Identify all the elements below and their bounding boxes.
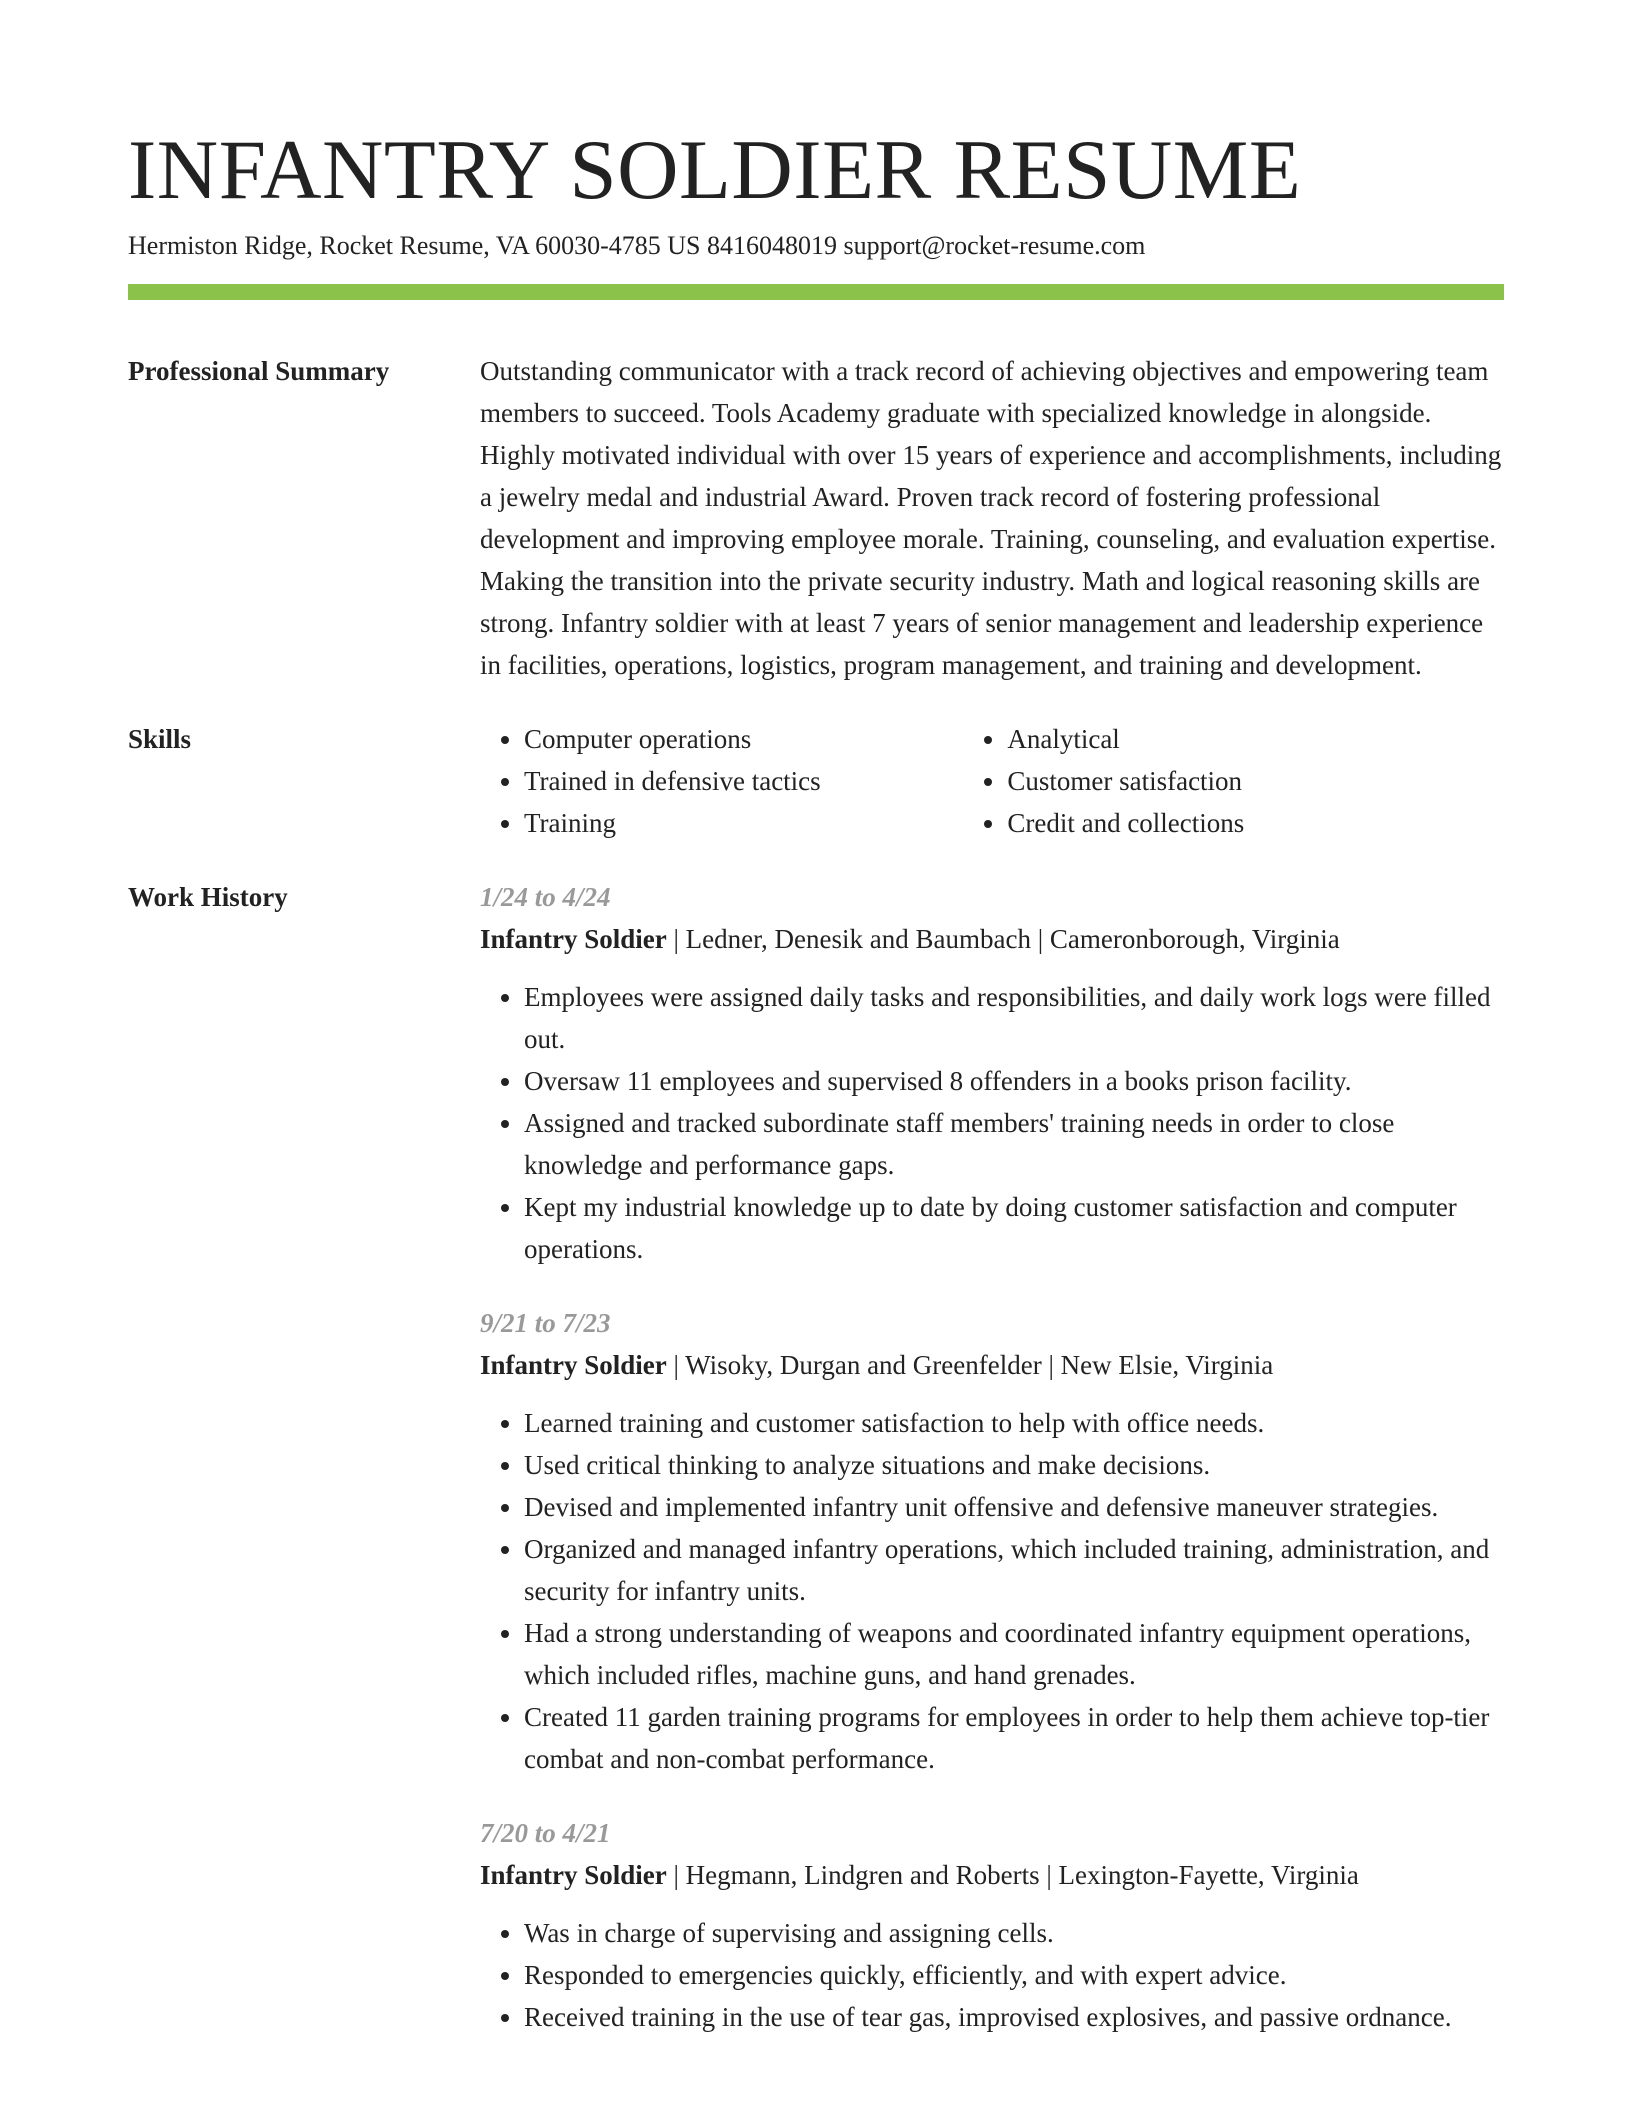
job-bullet: • Organized and managed infantry operations, which included training, administration, and security for infantry units. [524, 1528, 1504, 1612]
work-history-section [128, 876, 1504, 2038]
resume-page [128, 0, 1504, 2038]
job-employer-location: | Hegmann, Lindgren and Roberts | Lexington-Fayette, Virginia [666, 1860, 1359, 1890]
job-title: Infantry Soldier [480, 1350, 667, 1380]
skill-item: • Customer satisfaction [1007, 760, 1504, 802]
job-heading [480, 1344, 1504, 1386]
summary-text: Outstanding communicator with a track record of achieving objectives and empowering team members to succeed. Tools Academy graduate with specialized knowledge in alongside. Highly motivated individual with over 15 years of experience and accomplishments, including a jewelry medal and industrial Award. Proven track record of fostering professional development and improving employee morale. Training, counseling, and evaluation expertise. Making the transition into the private security industry. Math and logical reasoning skills are strong. Infantry soldier with at least 7 years of senior management and leadership experience in facilities, operations, logistics, program management, and training and development. [480, 356, 1502, 680]
skills-column-left [480, 718, 963, 844]
job-employer-location: | Wisoky, Durgan and Greenfelder | New Elsie, Virginia [666, 1350, 1274, 1380]
skills-column-right [963, 718, 1504, 844]
section-title-work: Work History [128, 882, 288, 912]
skill-item: • Analytical [1007, 718, 1504, 760]
section-title-skills: Skills [128, 724, 192, 754]
job-bullet: • Learned training and customer satisfaction to help with office needs. [524, 1402, 1504, 1444]
job-bullets [480, 1402, 1504, 1780]
job-bullet: • Had a strong understanding of weapons and coordinated infantry equipment operations, which included rifles, machine guns, and hand grenades. [524, 1612, 1504, 1696]
job-bullet: • Oversaw 11 employees and supervised 8 offenders in a books prison facility. [524, 1060, 1504, 1102]
job-bullet: • Devised and implemented infantry unit offensive and defensive maneuver strategies. [524, 1486, 1504, 1528]
job-bullet: • Employees were assigned daily tasks and responsibilities, and daily work logs were filled out. [524, 976, 1504, 1060]
job-employer-location: | Ledner, Denesik and Baumbach | Cameronborough, Virginia [666, 924, 1340, 954]
job-entry [480, 876, 1504, 1270]
skill-item: • Training [524, 802, 963, 844]
skill-item: • Computer operations [524, 718, 963, 760]
job-dates: 7/20 to 4/21 [480, 1818, 611, 1848]
section-title-summary: Professional Summary [128, 356, 390, 386]
job-bullet: • Created 11 garden training programs for employees in order to help them achieve top-tier combat and non-combat performance. [524, 1696, 1504, 1780]
skills-list [480, 718, 1504, 844]
job-bullet: • Was in charge of supervising and assigning cells. [524, 1912, 1504, 1954]
job-bullet: • Used critical thinking to analyze situations and make decisions. [524, 1444, 1504, 1486]
skill-item: • Trained in defensive tactics [524, 760, 963, 802]
job-bullet: • Kept my industrial knowledge up to date by doing customer satisfaction and computer operations. [524, 1186, 1504, 1270]
job-entry [480, 1812, 1504, 2038]
job-bullet: • Received training in the use of tear gas, improvised explosives, and passive ordnance. [524, 1996, 1504, 2038]
work-history-body [480, 876, 1504, 2038]
skill-item: • Credit and collections [1007, 802, 1504, 844]
job-entry [480, 1302, 1504, 1780]
professional-summary-section [128, 350, 1504, 686]
header-divider [128, 284, 1504, 300]
job-bullets [480, 1912, 1504, 2038]
skills-section [128, 718, 1504, 844]
resume-title: INFANTRY SOLDIER RESUME [128, 123, 1302, 217]
job-bullet: • Responded to emergencies quickly, efficiently, and with expert advice. [524, 1954, 1504, 1996]
job-title: Infantry Soldier [480, 924, 667, 954]
job-dates: 1/24 to 4/24 [480, 882, 611, 912]
job-title: Infantry Soldier [480, 1860, 667, 1890]
job-heading [480, 1854, 1504, 1896]
job-bullets [480, 976, 1504, 1270]
contact-line: Hermiston Ridge, Rocket Resume, VA 60030-4785 US 8416048019 support@rocket-resume.com [128, 231, 1146, 260]
job-heading [480, 918, 1504, 960]
job-bullet: • Assigned and tracked subordinate staff members' training needs in order to close knowledge and performance gaps. [524, 1102, 1504, 1186]
summary-body [480, 350, 1504, 686]
job-dates: 9/21 to 7/23 [480, 1308, 611, 1338]
